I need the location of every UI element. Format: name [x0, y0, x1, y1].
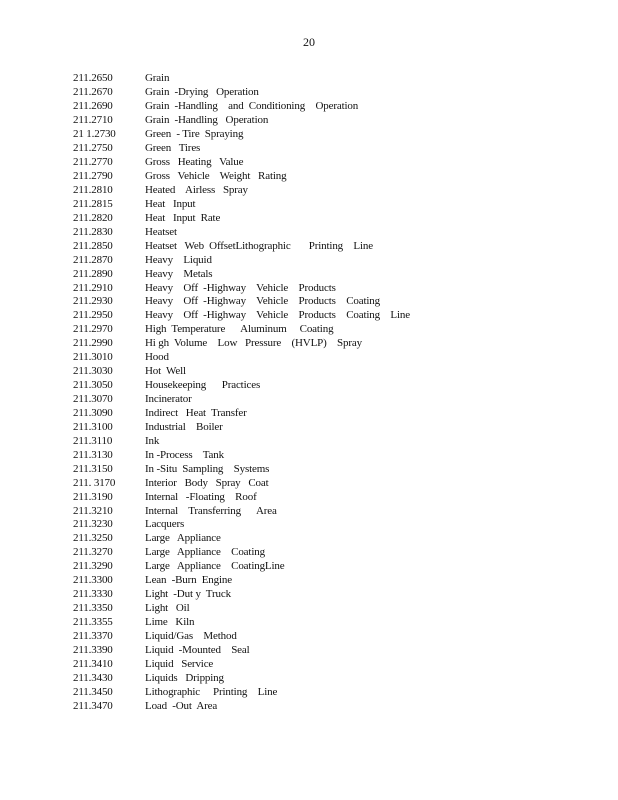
definitions-list: [73, 72, 593, 713]
defined-term: Gross Heating Value: [145, 156, 244, 169]
section-code: 211.3090: [73, 406, 113, 419]
list-item: [73, 379, 593, 393]
defined-term: Heat Input: [145, 197, 196, 210]
defined-term: Interior Body Spray Coat: [145, 476, 269, 489]
list-item: [73, 462, 593, 476]
defined-term: Large Appliance CoatingLine: [145, 560, 285, 573]
defined-term: Heavy Metals: [145, 267, 213, 280]
list-item: [73, 128, 593, 142]
defined-term: Liquids Dripping: [145, 671, 224, 684]
list-item: [73, 225, 593, 239]
section-code: 211.2830: [73, 225, 113, 238]
section-code: 211. 3170: [73, 476, 116, 489]
section-code: 211.2815: [73, 197, 113, 210]
defined-term: Green Tires: [145, 142, 201, 155]
list-item: [73, 365, 593, 379]
section-code: 211.3430: [73, 671, 113, 684]
defined-term: Hood: [145, 351, 169, 364]
list-item: [73, 337, 593, 351]
list-item: [73, 699, 593, 713]
section-code: 211.3110: [73, 434, 113, 447]
list-item: [73, 323, 593, 337]
list-item: [73, 156, 593, 170]
list-item: [73, 574, 593, 588]
list-item: [73, 197, 593, 211]
list-item: [73, 476, 593, 490]
list-item: [73, 407, 593, 421]
section-code: 211.2990: [73, 337, 113, 350]
list-item: [73, 420, 593, 434]
list-item: [73, 86, 593, 100]
defined-term: Hi gh Volume Low Pressure (HVLP) Spray: [145, 337, 362, 350]
list-item: [73, 643, 593, 657]
defined-term: Incinerator: [145, 393, 192, 406]
list-item: [73, 630, 593, 644]
section-code: 211.2890: [73, 267, 113, 280]
list-item: [73, 351, 593, 365]
list-item: [73, 184, 593, 198]
defined-term: Liquid Service: [145, 657, 214, 670]
defined-term: Grain -Drying Operation: [145, 86, 259, 99]
section-code: 211.2770: [73, 156, 113, 169]
list-item: [73, 100, 593, 114]
section-code: 211.3450: [73, 685, 113, 698]
list-item: [73, 267, 593, 281]
section-code: 211.3150: [73, 462, 113, 475]
defined-term: Liquid -Mounted Seal: [145, 643, 250, 656]
defined-term: Ink: [145, 434, 160, 447]
defined-term: In -Process Tank: [145, 448, 224, 461]
list-item: [73, 211, 593, 225]
defined-term: Lime Kiln: [145, 616, 195, 629]
list-item: [73, 546, 593, 560]
section-code: 211.2870: [73, 253, 113, 266]
defined-term: Liquid/Gas Method: [145, 629, 237, 642]
list-item: [73, 253, 593, 267]
section-code: 211.2670: [73, 86, 113, 99]
defined-term: Green - Tire Spraying: [145, 128, 244, 141]
section-code: 211.3300: [73, 574, 113, 587]
section-code: 211.2750: [73, 142, 113, 155]
defined-term: Heat Input Rate: [145, 211, 221, 224]
defined-term: Hot Well: [145, 365, 186, 378]
defined-term: In -Situ Sampling Systems: [145, 462, 270, 475]
list-item: [73, 295, 593, 309]
defined-term: Heavy Off -Highway Vehicle Products Coating: [145, 295, 380, 308]
section-code: 211.2930: [73, 295, 113, 308]
defined-term: Large Appliance Coating: [145, 546, 265, 559]
list-item: [73, 309, 593, 323]
page-number: 20: [303, 35, 315, 49]
section-code: 211.2970: [73, 323, 113, 336]
defined-term: Load -Out Area: [145, 699, 218, 712]
section-code: 211.3290: [73, 560, 113, 573]
section-code: 211.3230: [73, 518, 113, 531]
list-item: [73, 685, 593, 699]
list-item: [73, 448, 593, 462]
section-code: 211.3210: [73, 504, 113, 517]
list-item: [73, 281, 593, 295]
list-item: [73, 72, 593, 86]
defined-term: Gross Vehicle Weight Rating: [145, 170, 287, 183]
defined-term: Grain -Handling and Conditioning Operation: [145, 100, 359, 113]
defined-term: Industrial Boiler: [145, 420, 223, 433]
list-item: [73, 560, 593, 574]
section-code: 21 1.2730: [73, 128, 116, 141]
list-item: [73, 671, 593, 685]
list-item: [73, 114, 593, 128]
list-item: [73, 518, 593, 532]
defined-term: Heavy Liquid: [145, 253, 212, 266]
list-item: [73, 434, 593, 448]
section-code: 211.2790: [73, 170, 113, 183]
section-code: 211.2820: [73, 211, 113, 224]
list-item: [73, 602, 593, 616]
section-code: 211.3250: [73, 532, 113, 545]
section-code: 211.3100: [73, 420, 113, 433]
list-item: [73, 490, 593, 504]
section-code: 211.3350: [73, 602, 113, 615]
section-code: 211.3190: [73, 490, 113, 503]
defined-term: Housekeeping Practices: [145, 379, 261, 392]
list-item: [73, 657, 593, 671]
defined-term: Internal -Floating Roof: [145, 490, 257, 503]
section-code: 211.2810: [73, 183, 113, 196]
section-code: 211.3270: [73, 546, 113, 559]
section-code: 211.3050: [73, 379, 113, 392]
defined-term: Lithographic Printing Line: [145, 685, 278, 698]
defined-term: Large Appliance: [145, 532, 221, 545]
section-code: 211.3030: [73, 365, 113, 378]
defined-term: Heatset: [145, 225, 177, 238]
list-item: [73, 393, 593, 407]
defined-term: Lacquers: [145, 518, 185, 531]
defined-term: Heavy Off -Highway Vehicle Products Coating Line: [145, 309, 410, 322]
list-item: [73, 504, 593, 518]
section-code: 211.3330: [73, 588, 113, 601]
defined-term: Heated Airless Spray: [145, 183, 248, 196]
defined-term: Internal Transferring Area: [145, 504, 277, 517]
defined-term: High Temperature Aluminum Coating: [145, 323, 334, 336]
list-item: [73, 532, 593, 546]
defined-term: Heatset Web OffsetLithographic Printing Line: [145, 239, 373, 252]
defined-term: Heavy Off -Highway Vehicle Products: [145, 281, 336, 294]
section-code: 211.2710: [73, 114, 113, 127]
defined-term: Grain -Handling Operation: [145, 114, 269, 127]
list-item: [73, 588, 593, 602]
section-code: 211.3355: [73, 616, 113, 629]
section-code: 211.3370: [73, 629, 113, 642]
section-code: 211.2910: [73, 281, 113, 294]
list-item: [73, 142, 593, 156]
section-code: 211.2650: [73, 72, 113, 85]
defined-term: Indirect Heat Transfer: [145, 406, 247, 419]
section-code: 211.3010: [73, 351, 113, 364]
section-code: 211.3410: [73, 657, 113, 670]
list-item: [73, 170, 593, 184]
section-code: 211.3470: [73, 699, 113, 712]
section-code: 211.3070: [73, 393, 113, 406]
section-code: 211.2850: [73, 239, 113, 252]
defined-term: Lean -Burn Engine: [145, 574, 232, 587]
list-item: [73, 239, 593, 253]
defined-term: Grain: [145, 72, 170, 85]
defined-term: Light -Dut y Truck: [145, 588, 231, 601]
list-item: [73, 616, 593, 630]
section-code: 211.2950: [73, 309, 113, 322]
section-code: 211.3390: [73, 643, 113, 656]
defined-term: Light Oil: [145, 602, 190, 615]
section-code: 211.2690: [73, 100, 113, 113]
section-code: 211.3130: [73, 448, 113, 461]
